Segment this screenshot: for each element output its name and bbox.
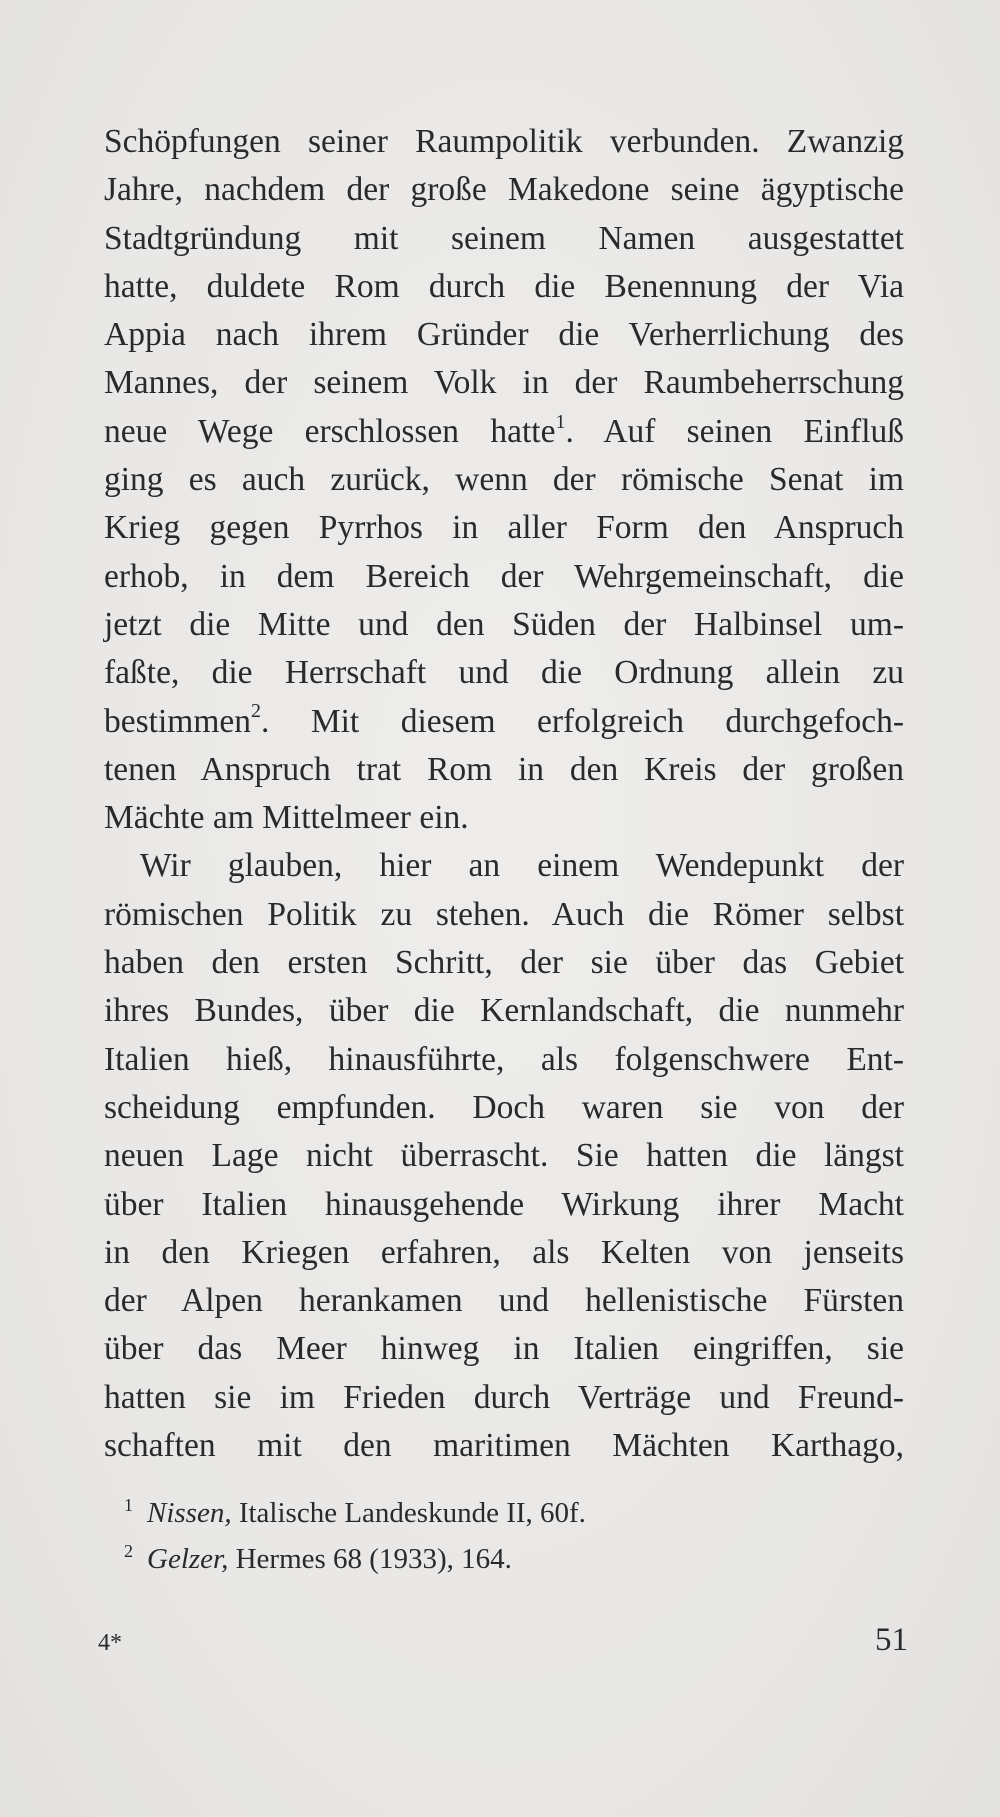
footnote-author: Gelzer,	[147, 1543, 229, 1575]
footnote-citation: Hermes 68 (1933), 164.	[228, 1543, 512, 1575]
line-text: haben den ersten Schritt, der sie über das Gebiet	[104, 944, 904, 982]
line-text: Wir glauben, hier an einem Wendepunkt der	[140, 847, 904, 885]
footnote	[124, 1536, 884, 1582]
line-text: Mannes, der seinem Volk in der Raumbeherrschung	[104, 364, 904, 402]
line-text: der Alpen herankamen und hellenistische Fürsten	[104, 1282, 904, 1320]
text-line	[104, 1229, 904, 1277]
line-text: Italien hieß, hinausführte, als folgenschwere Ent-	[104, 1040, 904, 1078]
text-line	[104, 504, 904, 552]
footnote-number: 1	[124, 1495, 133, 1516]
text-line	[104, 311, 904, 359]
line-text: bestimmen	[104, 702, 252, 740]
body-text	[104, 118, 904, 1470]
line-text: in den Kriegen erfahren, als Kelten von jenseits	[104, 1233, 904, 1271]
text-line	[104, 1325, 904, 1373]
text-line	[104, 1422, 904, 1470]
text-line	[104, 1374, 904, 1422]
text-line	[104, 1132, 904, 1180]
text-line	[104, 1181, 904, 1229]
footnote-citation: Italische Landeskunde II, 60f.	[231, 1497, 586, 1529]
line-text: über das Meer hinweg in Italien eingriffen, sie	[104, 1330, 904, 1368]
footnote-number: 2	[124, 1541, 133, 1562]
text-line	[104, 166, 904, 214]
line-text: jetzt die Mitte und den Süden der Halbinsel um-	[104, 605, 904, 643]
footnote-reference: 1	[555, 410, 566, 433]
footnote	[124, 1490, 884, 1536]
text-line	[104, 408, 904, 456]
footnotes	[124, 1490, 884, 1582]
line-text: neue Wege erschlossen hatte	[104, 412, 556, 450]
text-line	[104, 359, 904, 407]
text-line	[104, 1084, 904, 1132]
line-text: Jahre, nachdem der große Makedone seine ägyptische	[104, 171, 904, 209]
text-line	[104, 939, 904, 987]
line-text: römischen Politik zu stehen. Auch die Römer selbst	[104, 895, 904, 933]
line-text: schaften mit den maritimen Mächten Karthago,	[104, 1427, 904, 1465]
text-line	[104, 794, 904, 842]
text-line	[104, 215, 904, 263]
line-text: tenen Anspruch trat Rom in den Kreis der großen	[104, 750, 904, 788]
line-text: ihres Bundes, über die Kernlandschaft, die nunmehr	[104, 992, 904, 1030]
line-text: neuen Lage nicht überrascht. Sie hatten die längst	[104, 1137, 904, 1175]
text-line	[104, 1036, 904, 1084]
text-line	[104, 842, 904, 890]
text-line	[104, 553, 904, 601]
text-line	[104, 1277, 904, 1325]
line-text: Stadtgründung mit seinem Namen ausgestattet	[104, 219, 904, 257]
text-line	[104, 263, 904, 311]
line-text: hatten sie im Frieden durch Verträge und Freund-	[104, 1378, 904, 1416]
text-line	[104, 601, 904, 649]
line-text: Schöpfungen seiner Raumpolitik verbunden. Zwanzig	[104, 123, 904, 160]
footnote-reference: 2	[251, 700, 262, 723]
line-text: erhob, in dem Bereich der Wehrgemeinschaft, die	[104, 557, 904, 595]
line-text-continued: . Auf seinen Einfluß	[565, 412, 904, 450]
page-number: 51	[875, 1622, 908, 1658]
line-text: Mächte am Mittelmeer ein.	[104, 799, 469, 837]
text-line	[104, 118, 904, 166]
line-text: Appia nach ihrem Gründer die Verherrlichung des	[104, 316, 904, 354]
text-line	[104, 746, 904, 794]
signature-mark: 4*	[98, 1630, 122, 1656]
line-text: scheidung empfunden. Doch waren sie von der	[104, 1088, 904, 1126]
line-text: ging es auch zurück, wenn der römische Senat im	[104, 461, 904, 499]
line-text: über Italien hinausgehende Wirkung ihrer Macht	[104, 1185, 904, 1223]
text-line	[104, 649, 904, 697]
line-text: Krieg gegen Pyrrhos in aller Form den Anspruch	[104, 509, 904, 547]
text-line	[104, 698, 904, 746]
line-text-continued: . Mit diesem erfolgreich durchgefoch-	[261, 702, 904, 740]
line-text: hatte, duldete Rom durch die Benennung der Via	[104, 267, 904, 305]
text-line	[104, 987, 904, 1035]
footnote-author: Nissen,	[147, 1497, 232, 1529]
line-text: faßte, die Herrschaft und die Ordnung allein zu	[104, 654, 904, 692]
text-line	[104, 891, 904, 939]
text-line	[104, 456, 904, 504]
